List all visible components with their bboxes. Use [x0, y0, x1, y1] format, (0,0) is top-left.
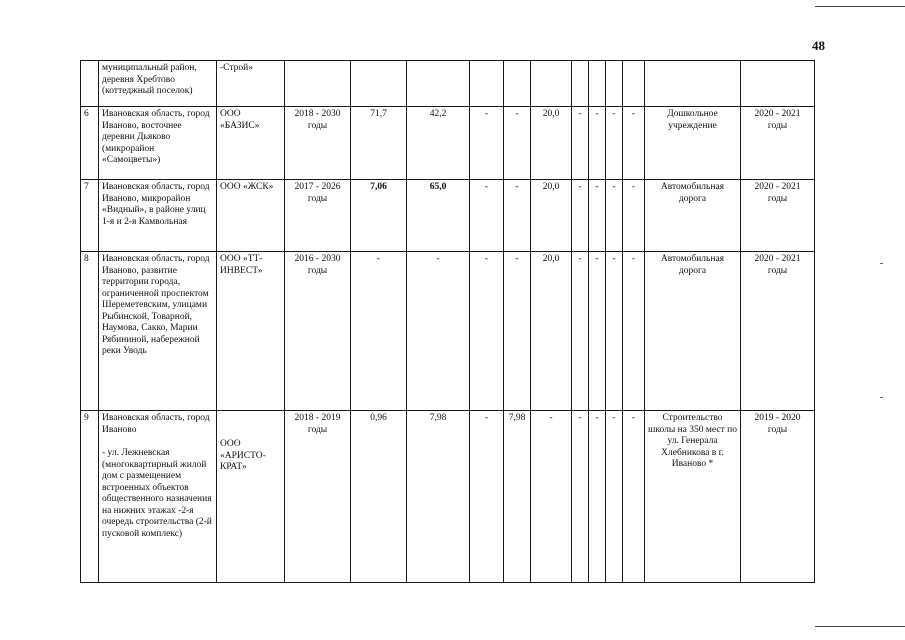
cell-value: - [606, 411, 623, 583]
cell-value: - [470, 252, 504, 411]
cell-value: - [531, 411, 572, 583]
table-row [81, 107, 815, 180]
cell-value [623, 61, 645, 107]
cell-num: 9 [81, 411, 99, 583]
cell-value: 20,0 [531, 180, 572, 252]
construction-projects-table [80, 60, 815, 583]
cell-deadline: 2020 - 2021 годы [741, 107, 815, 180]
cell-value: 7,06 [351, 180, 407, 252]
scan-artifact-mark [880, 397, 883, 398]
address-gap [102, 436, 213, 448]
cell-value: - [572, 252, 589, 411]
cell-deadline [741, 61, 815, 107]
cell-value: 7,98 [407, 411, 470, 583]
cell-address: Ивановская область, город Иваново, восточнее деревни Дьяково (микрорайон «Самоцветы») [99, 107, 217, 180]
cell-value: - [407, 252, 470, 411]
cell-deadline: 2020 - 2021 годы [741, 252, 815, 411]
cell-value: - [572, 107, 589, 180]
cell-value: 20,0 [531, 252, 572, 411]
scan-artifact-mark [880, 263, 883, 264]
table-row [81, 61, 815, 107]
cell-value: - [572, 411, 589, 583]
cell-value: - [623, 411, 645, 583]
cell-value [407, 61, 470, 107]
cell-num: 6 [81, 107, 99, 180]
cell-value [572, 61, 589, 107]
address-detail: - ул. Лежневская (многоквартирный жилой дом с размещением встроенных объектов общественного назначения на нижних этажах -2-я очередь строительства (2-й пусковой комплекс) [102, 448, 212, 539]
cell-address: муниципальный район, деревня Хребтово (коттеджный поселок) [99, 61, 217, 107]
cell-object: Автомобильная дорога [645, 180, 741, 252]
cell-value: - [572, 180, 589, 252]
cell-value: - [606, 252, 623, 411]
cell-value: - [504, 252, 531, 411]
cell-num [81, 61, 99, 107]
cell-num: 8 [81, 252, 99, 411]
cell-value: 7,98 [504, 411, 531, 583]
cell-value: - [623, 252, 645, 411]
cell-value [504, 61, 531, 107]
cell-value: 20,0 [531, 107, 572, 180]
cell-value [351, 61, 407, 107]
address-line: Ивановская область, город Иваново [102, 413, 210, 435]
cell-period: 2018 - 2030 годы [285, 107, 351, 180]
page-number: 48 [812, 38, 825, 53]
scan-artifact-top [815, 6, 905, 7]
cell-value: - [470, 107, 504, 180]
cell-deadline: 2019 - 2020 годы [741, 411, 815, 583]
cell-value [531, 61, 572, 107]
cell-developer [217, 411, 285, 583]
cell-deadline: 2020 - 2021 годы [741, 180, 815, 252]
cell-address: Ивановская область, город Иваново, развитие территории города, ограниченной проспектом Шереметевским, улицами Рыбинской, Товарной, Наумова, Сакко, Марии Рябининой, набережной реки Уводь [99, 252, 217, 411]
cell-value [606, 61, 623, 107]
cell-value: - [589, 107, 606, 180]
cell-value [470, 61, 504, 107]
cell-value: - [606, 107, 623, 180]
cell-period [285, 61, 351, 107]
cell-developer: -Строй» [217, 61, 285, 107]
cell-value: - [623, 107, 645, 180]
cell-value: - [504, 107, 531, 180]
cell-developer: ООО «ЖСК» [217, 180, 285, 252]
cell-developer: ООО «БАЗИС» [217, 107, 285, 180]
cell-object: Автомобильная дорога [645, 252, 741, 411]
scan-artifact-bottom [815, 626, 905, 627]
cell-value [589, 61, 606, 107]
cell-value: - [589, 252, 606, 411]
cell-value: - [606, 180, 623, 252]
table-row [81, 180, 815, 252]
cell-object: Строительство школы на 350 мест по ул. Генерала Хлебникова в г. Иваново * [645, 411, 741, 583]
cell-address: Ивановская область, город Иваново, микрорайон «Видный», в районе улиц 1-я и 2-я Камвольная [99, 180, 217, 252]
table-row [81, 411, 815, 583]
cell-value: - [504, 180, 531, 252]
cell-value: 71,7 [351, 107, 407, 180]
cell-object: Дошкольное учреждение [645, 107, 741, 180]
table-row [81, 252, 815, 411]
cell-value: - [470, 180, 504, 252]
cell-value: - [470, 411, 504, 583]
cell-address [99, 411, 217, 583]
cell-period: 2016 - 2030 годы [285, 252, 351, 411]
cell-value: 0,96 [351, 411, 407, 583]
developer-gap [220, 413, 281, 439]
cell-value: 65,0 [407, 180, 470, 252]
cell-period: 2018 - 2019 годы [285, 411, 351, 583]
cell-developer: ООО «ТТ-ИНВЕСТ» [217, 252, 285, 411]
cell-num: 7 [81, 180, 99, 252]
cell-period: 2017 - 2026 годы [285, 180, 351, 252]
cell-value: - [589, 411, 606, 583]
cell-value: - [623, 180, 645, 252]
cell-value: - [589, 180, 606, 252]
cell-value: - [351, 252, 407, 411]
developer-name: ООО «АРИСТО-КРАТ» [220, 439, 266, 472]
cell-object [645, 61, 741, 107]
cell-value: 42,2 [407, 107, 470, 180]
